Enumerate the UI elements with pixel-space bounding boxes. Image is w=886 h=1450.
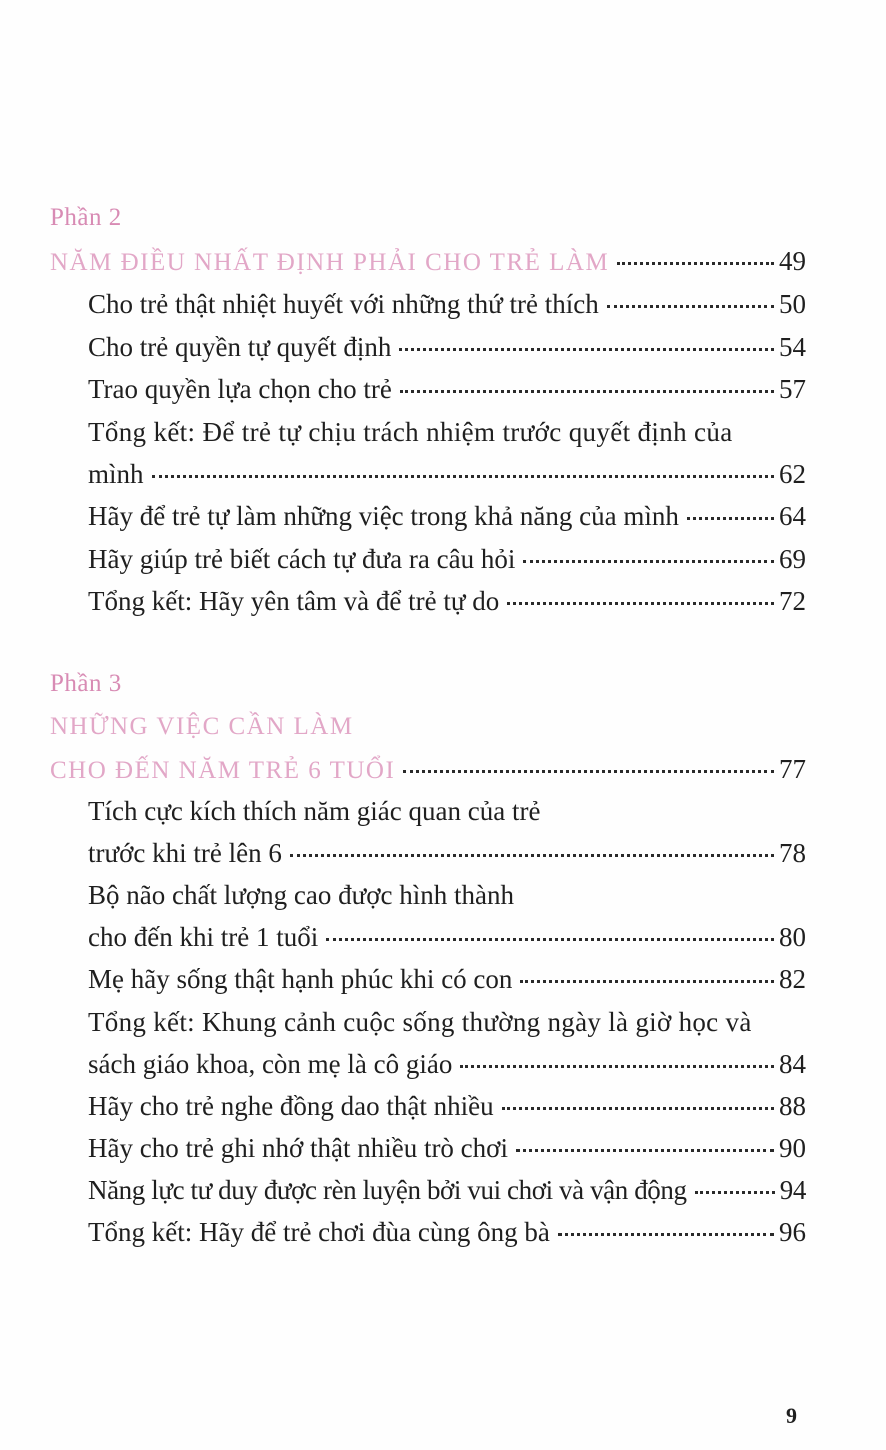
part-3-title-line-1: NHỮNG VIỆC CẦN LÀM — [50, 713, 354, 740]
part-3-title-row — [50, 752, 806, 788]
toc-entry-line-1: Tổng kết: Khung cảnh cuộc sống thường ngày là giờ học và — [88, 1007, 752, 1037]
toc-entry: trước khi trẻ lên 6 78 — [88, 838, 806, 868]
toc-entry: cho đến khi trẻ 1 tuổi 80 — [88, 922, 806, 952]
toc-entry: Cho trẻ thật nhiệt huyết với những thứ trẻ thích 50 — [88, 289, 806, 319]
toc-entry: Tổng kết: Hãy yên tâm và để trẻ tự do 72 — [88, 586, 806, 616]
toc-entry: Hãy giúp trẻ biết cách tự đưa ra câu hỏi 69 — [88, 544, 806, 574]
toc-entry-line-1: Tích cực kích thích năm giác quan của trẻ — [88, 796, 541, 826]
part-2-title: NĂM ĐIỀU NHẤT ĐỊNH PHẢI CHO TRẺ LÀM — [50, 249, 610, 276]
toc-entry: mình 62 — [88, 459, 806, 489]
toc-entry: Hãy cho trẻ nghe đồng dao thật nhiều 88 — [88, 1091, 806, 1121]
part-2-title-row — [50, 244, 806, 280]
toc-entry: Hãy cho trẻ ghi nhớ thật nhiều trò chơi 90 — [88, 1133, 806, 1163]
part-3-title-page: 77 — [779, 754, 806, 784]
part-3-title-line-2: CHO ĐẾN NĂM TRẺ 6 TUỔI — [50, 757, 396, 784]
part-2-label: Phần 2 — [50, 204, 122, 231]
toc-entry: Năng lực tư duy được rèn luyện bởi vui chơi và vận động 94 — [88, 1175, 806, 1205]
part-2-title-page: 49 — [779, 246, 806, 276]
page-number: 9 — [786, 1403, 797, 1428]
toc-entry-line-1: Tổng kết: Để trẻ tự chịu trách nhiệm trước quyết định của — [88, 417, 733, 447]
toc-entry: Mẹ hãy sống thật hạnh phúc khi có con 82 — [88, 964, 806, 994]
toc-entry: Trao quyền lựa chọn cho trẻ 57 — [88, 374, 806, 404]
toc-entry: Cho trẻ quyền tự quyết định 54 — [88, 332, 806, 362]
toc-entry: Tổng kết: Hãy để trẻ chơi đùa cùng ông bà 96 — [88, 1217, 806, 1247]
toc-entry: Hãy để trẻ tự làm những việc trong khả năng của mình 64 — [88, 501, 806, 531]
part-3-label: Phần 3 — [50, 670, 122, 697]
toc-entry-line-1: Bộ não chất lượng cao được hình thành — [88, 880, 514, 910]
toc-entry: sách giáo khoa, còn mẹ là cô giáo 84 — [88, 1049, 806, 1079]
